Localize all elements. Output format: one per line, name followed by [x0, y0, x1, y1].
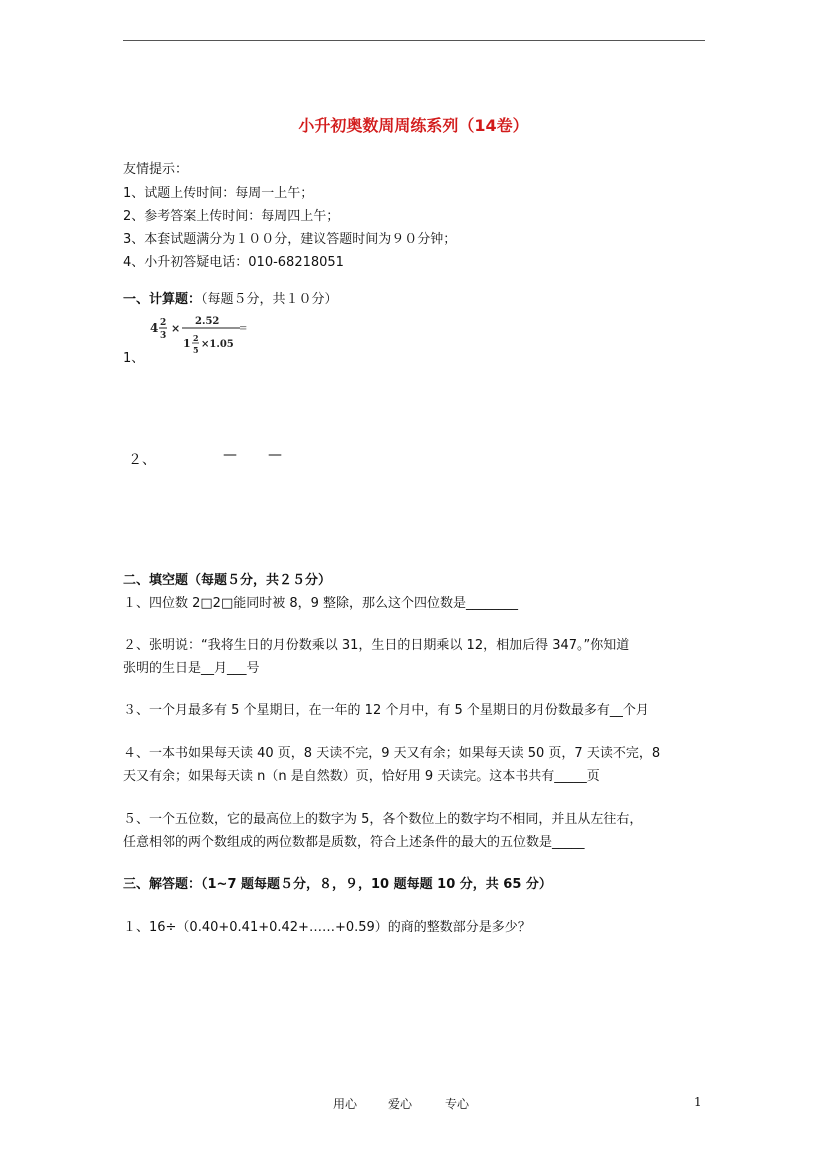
formula-eq: = — [239, 323, 248, 334]
formula-times: × — [171, 322, 181, 335]
tip-item: 4、小升初答疑电话：010-68218051 — [123, 255, 344, 270]
answer-question: １、16÷（0.40+0.41+0.42+……+0.59）的商的整数部分是多少？ — [123, 920, 531, 935]
formula-num2: 2 — [193, 333, 199, 343]
fill-question: ３、一个月最多有 5 个星期日，在一年的 12 个月中，有 5 个星期日的月份数最多有__个月 — [123, 703, 649, 718]
fill-question: ２、张明说：“我将生日的月份数乘以 31，生日的日期乘以 12，相加后得 347。”你知道 — [123, 638, 630, 653]
question-number: ２、 — [128, 452, 156, 468]
section3-heading: 三、解答题：（1~7 题每题５分，８，９，10 题每题 10 分，共 65 分） — [123, 877, 552, 892]
formula-den2: 5 — [193, 345, 199, 355]
header-rule — [123, 40, 705, 41]
section1-heading — [123, 288, 338, 307]
blank-dash: — — [223, 447, 237, 463]
footer-word: 用心 — [333, 1097, 358, 1111]
formula-expression — [150, 312, 250, 362]
formula-whole2: 1 — [183, 337, 191, 350]
section2-heading: 二、填空题（每题５分，共２５分） — [123, 573, 332, 588]
tip-item: 1、试题上传时间：每周一上午； — [123, 186, 314, 201]
tip-item: 2、参考答案上传时间：每周四上午； — [123, 209, 340, 224]
formula-times2: ×1.05 — [201, 339, 234, 350]
formula-whole: 4 — [150, 321, 159, 335]
formula-top: 2.52 — [195, 316, 220, 327]
tips-heading: 友情提示： — [123, 162, 189, 177]
question-number: 1、 — [123, 351, 145, 366]
tip-item: 3、本套试题满分为１００分，建议答题时间为９０分钟； — [123, 232, 457, 247]
blank-dash: — — [268, 447, 282, 463]
fill-question: ４、一本书如果每天读 40 页，8 天读不完，9 天又有余；如果每天读 50 页，7 天读不完，8 — [123, 746, 661, 761]
section1-note: （每题５分，共１０分） — [201, 292, 338, 307]
fill-question-cont: 天又有余；如果每天读 n（n 是自然数）页，恰好用 9 天读完。这本书共有_____页 — [123, 769, 600, 784]
fill-question-cont: 张明的生日是__月___号 — [123, 661, 260, 676]
fill-question-cont: 任意相邻的两个数组成的两位数都是质数，符合上述条件的最大的五位数是_____ — [123, 835, 585, 850]
formula-den1: 3 — [160, 331, 167, 341]
page-title: 小升初奥数周周练系列（14卷） — [298, 116, 529, 135]
footer-word: 专心 — [445, 1097, 470, 1111]
formula-num1: 2 — [160, 318, 167, 328]
footer-word: 爱心 — [388, 1097, 413, 1111]
fill-question: １、四位数 2□2□能同时被 8，9 整除，那么这个四位数是________ — [123, 596, 519, 611]
fill-question: ５、一个五位数，它的最高位上的数字为 5，各个数位上的数字均不相同，并且从左往右， — [123, 812, 643, 827]
section1-title: 一、计算题： — [123, 292, 202, 307]
page-number: 1 — [694, 1095, 702, 1109]
